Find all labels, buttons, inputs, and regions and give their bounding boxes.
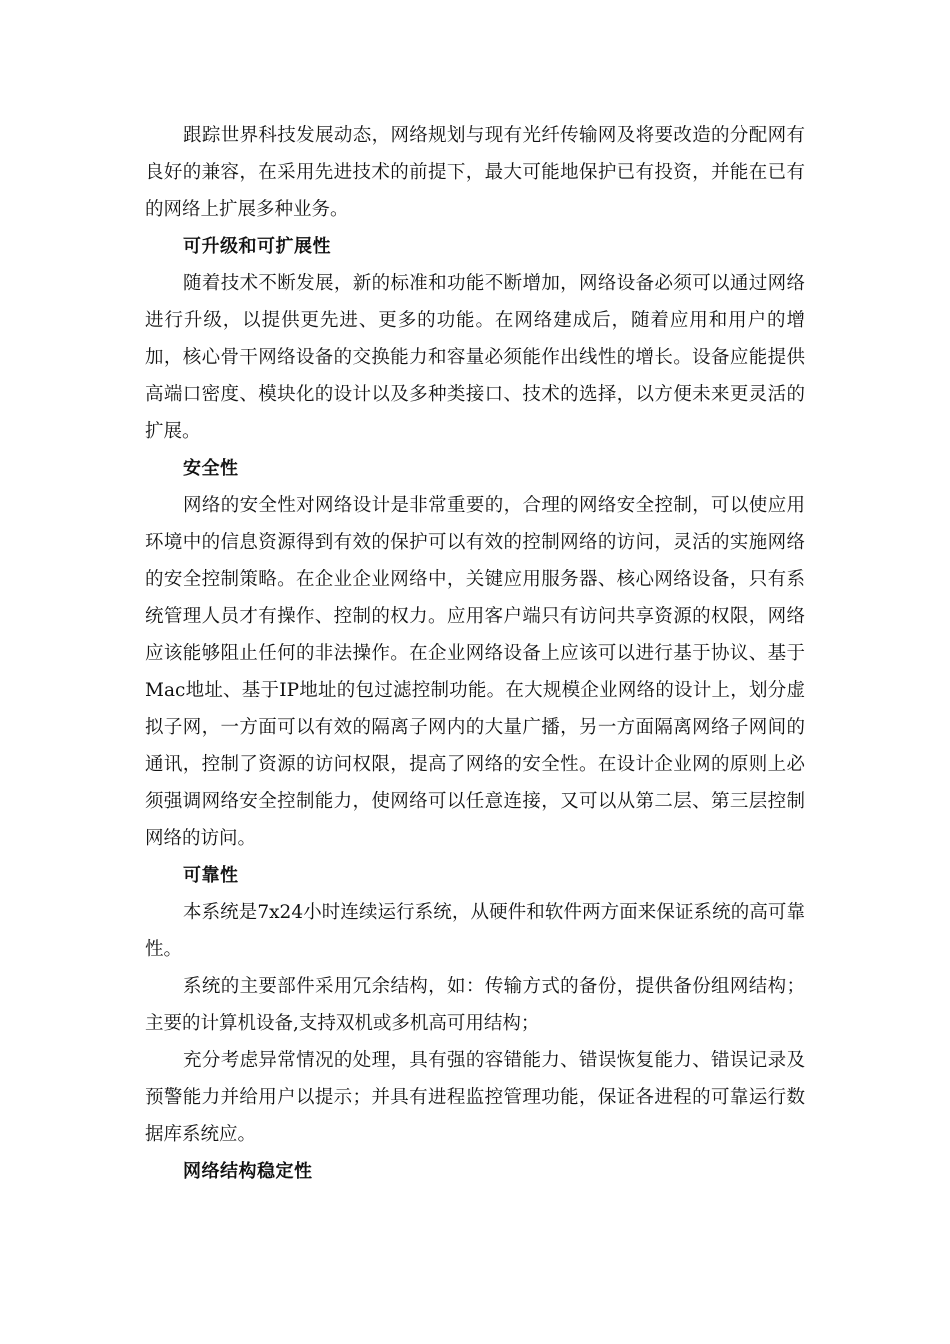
document-page <box>145 117 805 1190</box>
heading-reliability: 可靠性 <box>183 865 239 886</box>
paragraph-reliability-uptime: 本系统是7x24小时连续运行系统，从硬件和软件两方面来保证系统的高可靠性。 <box>145 902 805 960</box>
heading-security: 安全性 <box>183 458 239 479</box>
paragraph-reliability-fault-tolerance: 充分考虑异常情况的处理，具有强的容错能力、错误恢复能力、错误记录及预警能力并给用户以提示；并具有进程监控管理功能，保证各进程的可靠运行数据库系统应。 <box>145 1050 805 1145</box>
paragraph-compatibility: 跟踪世界科技发展动态，网络规划与现有光纤传输网及将要改造的分配网有良好的兼容，在采用先进技术的前提下，最大可能地保护已有投资，并能在已有的网络上扩展多种业务。 <box>145 125 805 220</box>
heading-network-stability: 网络结构稳定性 <box>183 1161 313 1182</box>
paragraph-security: 网络的安全性对网络设计是非常重要的，合理的网络安全控制，可以使应用环境中的信息资源得到有效的保护可以有效的控制网络的访问，灵活的实施网络的安全控制策略。在企业企业网络中，关键应用服务器、核心网络设备，只有系统管理人员才有操作、控制的权力。应用客户端只有访问共享资源的权限，网络应该能够阻止任何的非法操作。在企业网络设备上应该可以进行基于协议、基于Mac地址、基于IP地址的包过滤控制功能。在大规模企业网络的设计上，划分虚拟子网，一方面可以有效的隔离子网内的大量广播，另一方面隔离网络子网间的通讯，控制了资源的访问权限，提高了网络的安全性。在设计企业网的原则上必须强调网络安全控制能力，使网络可以任意连接，又可以从第二层、第三层控制网络的访问。 <box>145 495 805 849</box>
paragraph-reliability-redundancy: 系统的主要部件采用冗余结构，如：传输方式的备份，提供备份组网结构；主要的计算机设备,支持双机或多机高可用结构； <box>145 976 805 1034</box>
heading-upgradability: 可升级和可扩展性 <box>183 236 331 257</box>
paragraph-upgradability: 随着技术不断发展，新的标准和功能不断增加，网络设备必须可以通过网络进行升级，以提供更先进、更多的功能。在网络建成后，随着应用和用户的增加，核心骨干网络设备的交换能力和容量必须能作出线性的增长。设备应能提供高端口密度、模块化的设计以及多种类接口、技术的选择，以方便未来更灵活的扩展。 <box>145 273 805 442</box>
